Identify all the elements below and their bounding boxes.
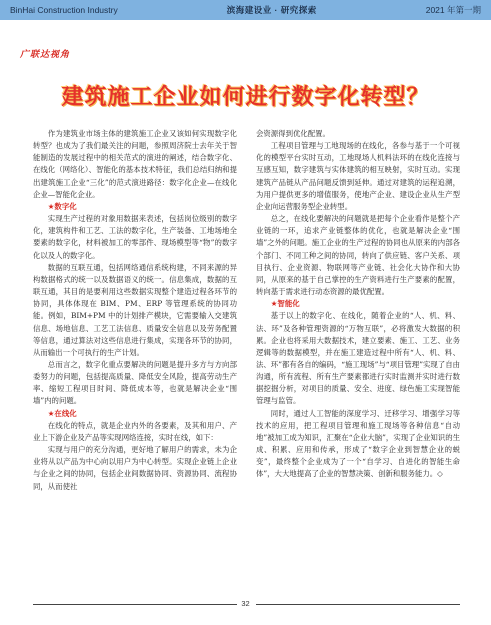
section-name: 滨海建设业 · 研究探索 bbox=[226, 5, 317, 15]
section-heading: ★数字化 bbox=[47, 201, 77, 211]
issue-label: 2021 年第一期 bbox=[425, 5, 481, 15]
right-column bbox=[256, 128, 460, 481]
body-paragraph: 会资源得到优化配置。 bbox=[256, 129, 330, 138]
body-paragraph: 总之，在线化要解决的问题就是把每个企业看作是整个产业链的一环，追求产业链整体的优化，也就是解决企业“围墙”之外的问题。施工企业的生产过程的协同也从原来的内部各个部门、不同工种之间的协同，转向了供应链、客户关系、项目执行、企业资源、物联网等产业链、社会化大协作和大协同，从原来的基于自己掌控的生产资料进行生产要素的配置，转向基于需求进行动态资源的最优配置。 bbox=[256, 214, 460, 297]
journal-name: BinHai Construction Industry bbox=[10, 5, 118, 15]
body-paragraph: 总而言之，数字化重点要解决的问题是提升多方与方向部委努力的问题，包括提高质量、降低安全风险，提高劳动生产率、缩短工程项目时间、降低成本等，也就是解决企业“围墙”内的问题。 bbox=[33, 359, 237, 406]
body-paragraph: 数据的互联互通，包括网络通信系统构建，不同来源的异构数据格式的统一以及数据语义的统一。信息集成，数据的互联互通，其目的是要利用这些数据实现整个建造过程各环节的协同，具体体现在 BIM、PM、ERP 等管理系统的协同功能。例如，BIM+PM 中的计划排产模块，它需要输入交建筑信息、场地信息、工艺工法信息、质量安全信息以及劳务配置等信息，通过算法对这些信息进行集成，实现各环节的协同，从而输出一个可执行的生产计划。 bbox=[33, 262, 237, 357]
body-paragraph: 实现与用户的充分沟通，更好地了解用户的需求，未为企业将从以产品为中心向以用户为中心转型。实现企业链上企业与企业之间的协同，包括企业间数据协同、资源协同、流程协同，从而使社 bbox=[33, 445, 237, 491]
body-paragraph: 作为建筑业市场主体的建筑施工企业又该如何实现数字化转型？也成为了我们最关注的问题，参照周济院士去年关于智能制造的发展过程中的相关范式的演进的阐述，结合数字化、在线化（网络化）、智能化的基本技术特征，我们总结归纳和提出建筑施工企业“三化”的范式演进路径：数字化企业—在线化企业—智能化企业。 bbox=[33, 129, 237, 199]
article-title: 建筑施工企业如何进行数字化转型？ bbox=[61, 85, 430, 110]
body-paragraph: 工程项目管理与工地现场的在线化，各参与基于一个可视化的模型平台实时互动，工地现场人机料法环的在线化连接与互感互知，数字建筑与实体建筑的相互映射，实时互动。实现建筑产品链从产品问题反馈到延伸。通过对建筑的运程追溯，为用户提供更多的增值服务，使地产企业、建设企业从生产型企业向运营服务型企业转型。 bbox=[256, 141, 460, 211]
body-paragraph: 实现生产过程的对象用数据来表述，包括岗位级别的数字化，建筑构件和工艺、工法的数字化，生产装备、工地场地全要素的数字化，材料被加工的零部件、现场模型等“物”的数字化以及人的数字化。 bbox=[33, 214, 237, 260]
page-header bbox=[0, 0, 491, 20]
page-number: 32 bbox=[241, 599, 250, 608]
body-paragraph: 同时，通过人工智能的深度学习、迁移学习、增强学习等技术的应用，把工程项目管理和施工现场等各种信息“自动地”被加工成为知识，汇聚在“企业大脑”，实现了企业知识的生成、积累、应用和传承，形成了“数字企业到智慧企业的蜕变”，最终整个企业成为了一个“自学习、自进化的智能生命体”，大大地提高了企业的智慧决策、创新和服务能力。◇ bbox=[256, 408, 460, 479]
body-paragraph: 在线化的特点，就是企业内外的各要素，及其和用户、产业上下游企业及产品等实现网络连接，实时在线，如下： bbox=[33, 420, 237, 442]
section-heading: ★智能化 bbox=[270, 299, 300, 309]
section-heading: ★在线化 bbox=[47, 408, 77, 418]
column-tag: 广联达视角 bbox=[20, 50, 71, 60]
left-column bbox=[33, 128, 237, 493]
body-paragraph: 基于以上的数字化、在线化，随着企业的“人、机、料、法、环”及各种管理资源的“万物互联”，必将激发大数据的积累。企业也将采用大数据技术，建立要素、施工、工艺、业务逻辑等的数据模型，并在施工建造过程中所有“人、机、料、法、环”都有各自的编码，“施工现场”与“项目管理”实现了自由沟通，所有流程、所有生产要素都进行实时监测并实时进行数据挖掘分析，对项目的质量、安全、进度、绿色施工实现智能管理与监管。 bbox=[256, 311, 460, 406]
